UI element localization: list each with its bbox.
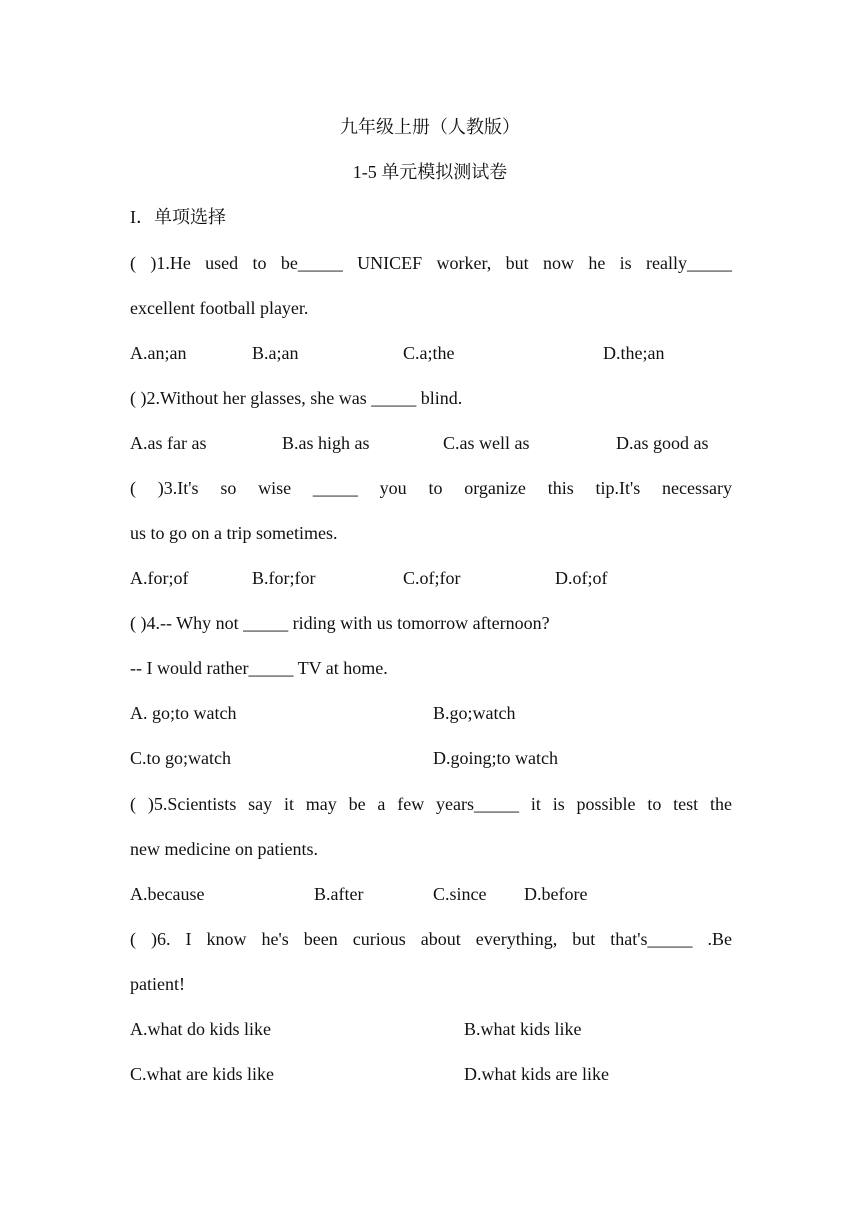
question-1-stem-cont: excellent football player. — [130, 298, 309, 318]
q3-option-b: B.for;for — [252, 568, 316, 588]
question-6-stem: ( )6. I know he's been curious about everything, but that's_____ .Be — [130, 929, 732, 949]
question-3-stem: ( )3.It's so wise _____ you to organize this tip.It's necessary — [130, 478, 732, 498]
q6-option-c: C.what are kids like — [130, 1064, 274, 1084]
q3-option-d: D.of;of — [555, 568, 608, 588]
q6-option-d: D.what kids are like — [464, 1064, 609, 1084]
q5-option-b: B.after — [314, 884, 364, 904]
q1-option-b: B.a;an — [252, 343, 299, 363]
q3-option-a: A.for;of — [130, 568, 189, 588]
page-title: 九年级上册（人教版） — [340, 117, 520, 137]
q5-option-d: D.before — [524, 884, 588, 904]
question-5-stem: ( )5.Scientists say it may be a few years_____ it is possible to test the — [130, 794, 732, 814]
q4-option-a: A. go;to watch — [130, 703, 237, 723]
q3-option-c: C.of;for — [403, 568, 461, 588]
q1-option-c: C.a;the — [403, 343, 455, 363]
q2-option-d: D.as good as — [616, 433, 709, 453]
q4-option-b: B.go;watch — [433, 703, 516, 723]
q4-option-c: C.to go;watch — [130, 748, 231, 768]
q6-option-a: A.what do kids like — [130, 1019, 271, 1039]
question-4-stem-cont: -- I would rather_____ TV at home. — [130, 658, 388, 678]
question-4-stem: ( )4.-- Why not _____ riding with us tomorrow afternoon? — [130, 613, 550, 633]
page-subtitle: 1-5 单元模拟测试卷 — [352, 162, 508, 182]
q5-option-a: A.because — [130, 884, 205, 904]
q5-option-c: C.since — [433, 884, 487, 904]
question-3-stem-cont: us to go on a trip sometimes. — [130, 523, 338, 543]
q1-option-a: A.an;an — [130, 343, 187, 363]
q2-option-a: A.as far as — [130, 433, 207, 453]
question-2-stem: ( )2.Without her glasses, she was _____ blind. — [130, 388, 463, 408]
q2-option-b: B.as high as — [282, 433, 370, 453]
question-6-stem-cont: patient! — [130, 974, 185, 994]
q4-option-d: D.going;to watch — [433, 748, 558, 768]
section-heading: I．单项选择 — [130, 207, 226, 227]
question-1-stem: ( )1.He used to be_____ UNICEF worker, but now he is really_____ — [130, 253, 732, 273]
q6-option-b: B.what kids like — [464, 1019, 582, 1039]
q1-option-d: D.the;an — [603, 343, 665, 363]
question-5-stem-cont: new medicine on patients. — [130, 839, 318, 859]
q2-option-c: C.as well as — [443, 433, 530, 453]
